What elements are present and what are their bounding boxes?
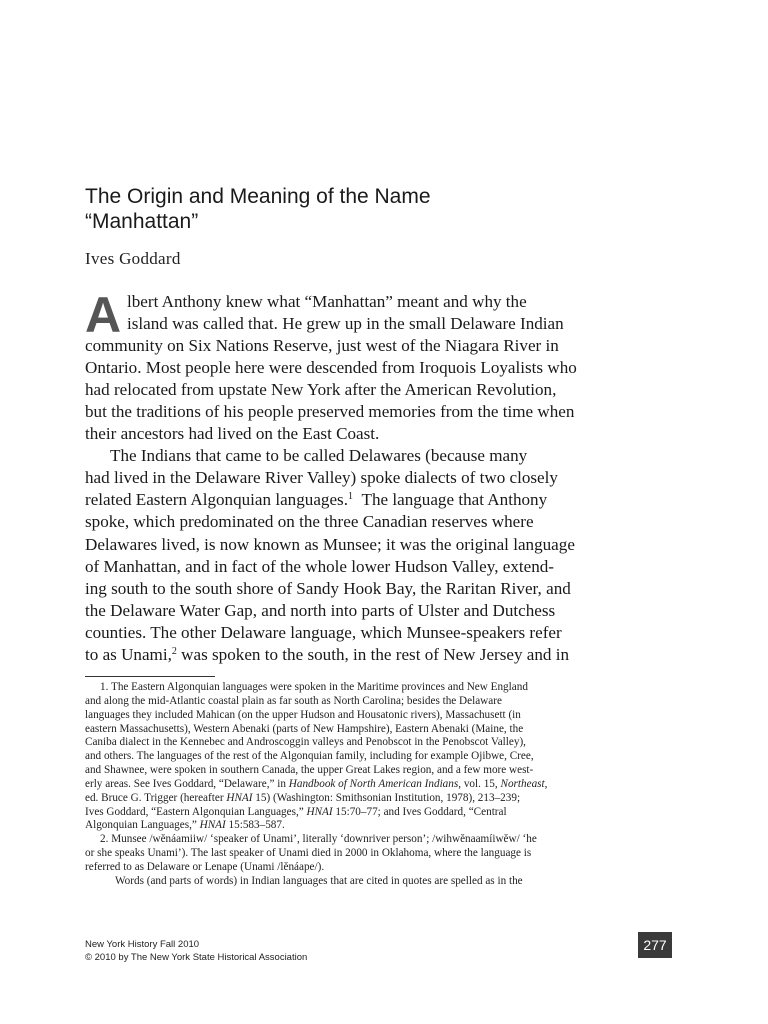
footnote-line: Words (and parts of words) in Indian languages that are cited in quotes are spelled as in the [115, 874, 523, 887]
citation-title: HNAI [199, 819, 226, 832]
footnote-text: 15:70–77; and Ives Goddard, “Central [332, 805, 507, 818]
footnote-text: 15:583–587. [225, 819, 285, 832]
footnote-line [85, 792, 641, 806]
article-title-line: The Origin and Meaning of the Name [85, 185, 431, 208]
citation-title: Northeast [500, 777, 545, 790]
page-number: 277 [638, 932, 672, 958]
footnote-marker[interactable]: 1 [347, 491, 353, 503]
body-line: ing south to the south shore of Sandy Hook Bay, the Raritan River, and [85, 578, 571, 598]
footnote-line: or she speaks Unami’). The last speaker of Unami died in 2000 in Oklahoma, where the language is [85, 847, 532, 860]
body-line: the Delaware Water Gap, and north into parts of Ulster and Dutchess [85, 600, 556, 620]
footnote-line [85, 819, 641, 833]
body-line: The Indians that came to be called Delawares (because many [110, 446, 528, 466]
footnote-line: and others. The languages of the rest of the Algonquian family, including for example Ojibwe, Cree, [85, 750, 534, 763]
footnote-line [85, 778, 641, 792]
body-line [85, 644, 645, 666]
article-author: Ives Goddard [85, 249, 181, 268]
footnote-text: , vol. 15, [458, 777, 501, 790]
footnotes [85, 681, 641, 889]
citation-title: Handbook of North American Indians [288, 777, 459, 790]
copyright-notice: © 2010 by The New York State Historical Association [85, 952, 308, 963]
footnote-text: Ives Goddard, “Eastern Algonquian Languages,” [85, 805, 307, 818]
footnote-text: erly areas. See Ives Goddard, “Delaware,” in [85, 777, 289, 790]
body-text: related Eastern Algonquian languages. [85, 490, 348, 510]
footnote-line: and along the mid-Atlantic coastal plain as far south as North Carolina; besides the Delaware [85, 694, 502, 707]
footnote-line: Caniba dialect in the Kennebec and Androscoggin valleys and Penobscot in the Penobscot Valley), [85, 736, 526, 749]
article-title [85, 184, 645, 234]
body-line: lbert Anthony knew what “Manhattan” meant and why the [127, 292, 527, 311]
article-body [85, 287, 645, 666]
journal-issue: New York History Fall 2010 [85, 939, 200, 950]
footnote-text: ed. Bruce G. Trigger (hereafter [85, 791, 227, 804]
body-text: The language that Anthony [361, 490, 548, 510]
body-line [85, 489, 645, 511]
body-line: counties. The other Delaware language, which Munsee-speakers refer [85, 622, 562, 642]
article-title-line: “Manhattan” [85, 210, 199, 233]
body-line: Delawares lived, is now known as Munsee; it was the original language [85, 534, 575, 554]
body-line: but the traditions of his people preserved memories from the time when [85, 402, 575, 422]
body-line: their ancestors had lived on the East Coast. [85, 424, 380, 444]
citation-title: HNAI [306, 805, 333, 818]
footnote-line: 2. Munsee /wĕnáamiiw/ ‘speaker of Unami’, literally ‘downriver person’; /wihwĕnaamíiwĕw/ ‘he [100, 833, 537, 846]
body-line: had lived in the Delaware River Valley) spoke dialects of two closely [85, 468, 558, 488]
body-text: to as Unami, [85, 644, 172, 664]
footnote-marker[interactable]: 2 [171, 645, 177, 657]
body-line: Ontario. Most people here were descended from Iroquois Loyalists who [85, 358, 577, 378]
body-line: island was called that. He grew up in the small Delaware Indian [127, 314, 564, 334]
body-line: community on Six Nations Reserve, just west of the Niagara River in [85, 336, 559, 356]
body-line: of Manhattan, and in fact of the whole lower Hudson Valley, extend- [85, 556, 554, 576]
footnote-line: 1. The Eastern Algonquian languages were spoken in the Maritime provinces and New England [100, 681, 528, 693]
footnote-line: and Shawnee, were spoken in southern Canada, the upper Great Lakes region, and a few more west- [85, 764, 534, 777]
footnote-line: referred to as Delaware or Lenape (Unami /lĕnáape/). [85, 860, 325, 873]
body-line: spoke, which predominated on the three Canadian reserves where [85, 512, 534, 532]
footnote-text: 15) (Washington: Smithsonian Institution, 1978), 213–239; [252, 791, 521, 804]
body-text: was spoken to the south, in the rest of New Jersey and in [181, 644, 570, 664]
drop-cap: A [85, 287, 122, 343]
footnote-line: eastern Massachusetts), Western Abenaki (parts of New Hampshire), Eastern Abenaki (Maine, the [85, 722, 524, 735]
footnote-line [85, 806, 641, 820]
footnote-divider [85, 676, 215, 677]
citation-title: HNAI [226, 791, 253, 804]
footnote-text: , [544, 777, 548, 790]
body-line: had relocated from upstate New York after the American Revolution, [85, 380, 557, 400]
footnote-line: languages they included Mahican (on the upper Hudson and Housatonic rivers), Massachusett (in [85, 708, 521, 721]
footnote-text: Algonquian Languages,” [85, 819, 200, 832]
page-footer [85, 938, 307, 964]
